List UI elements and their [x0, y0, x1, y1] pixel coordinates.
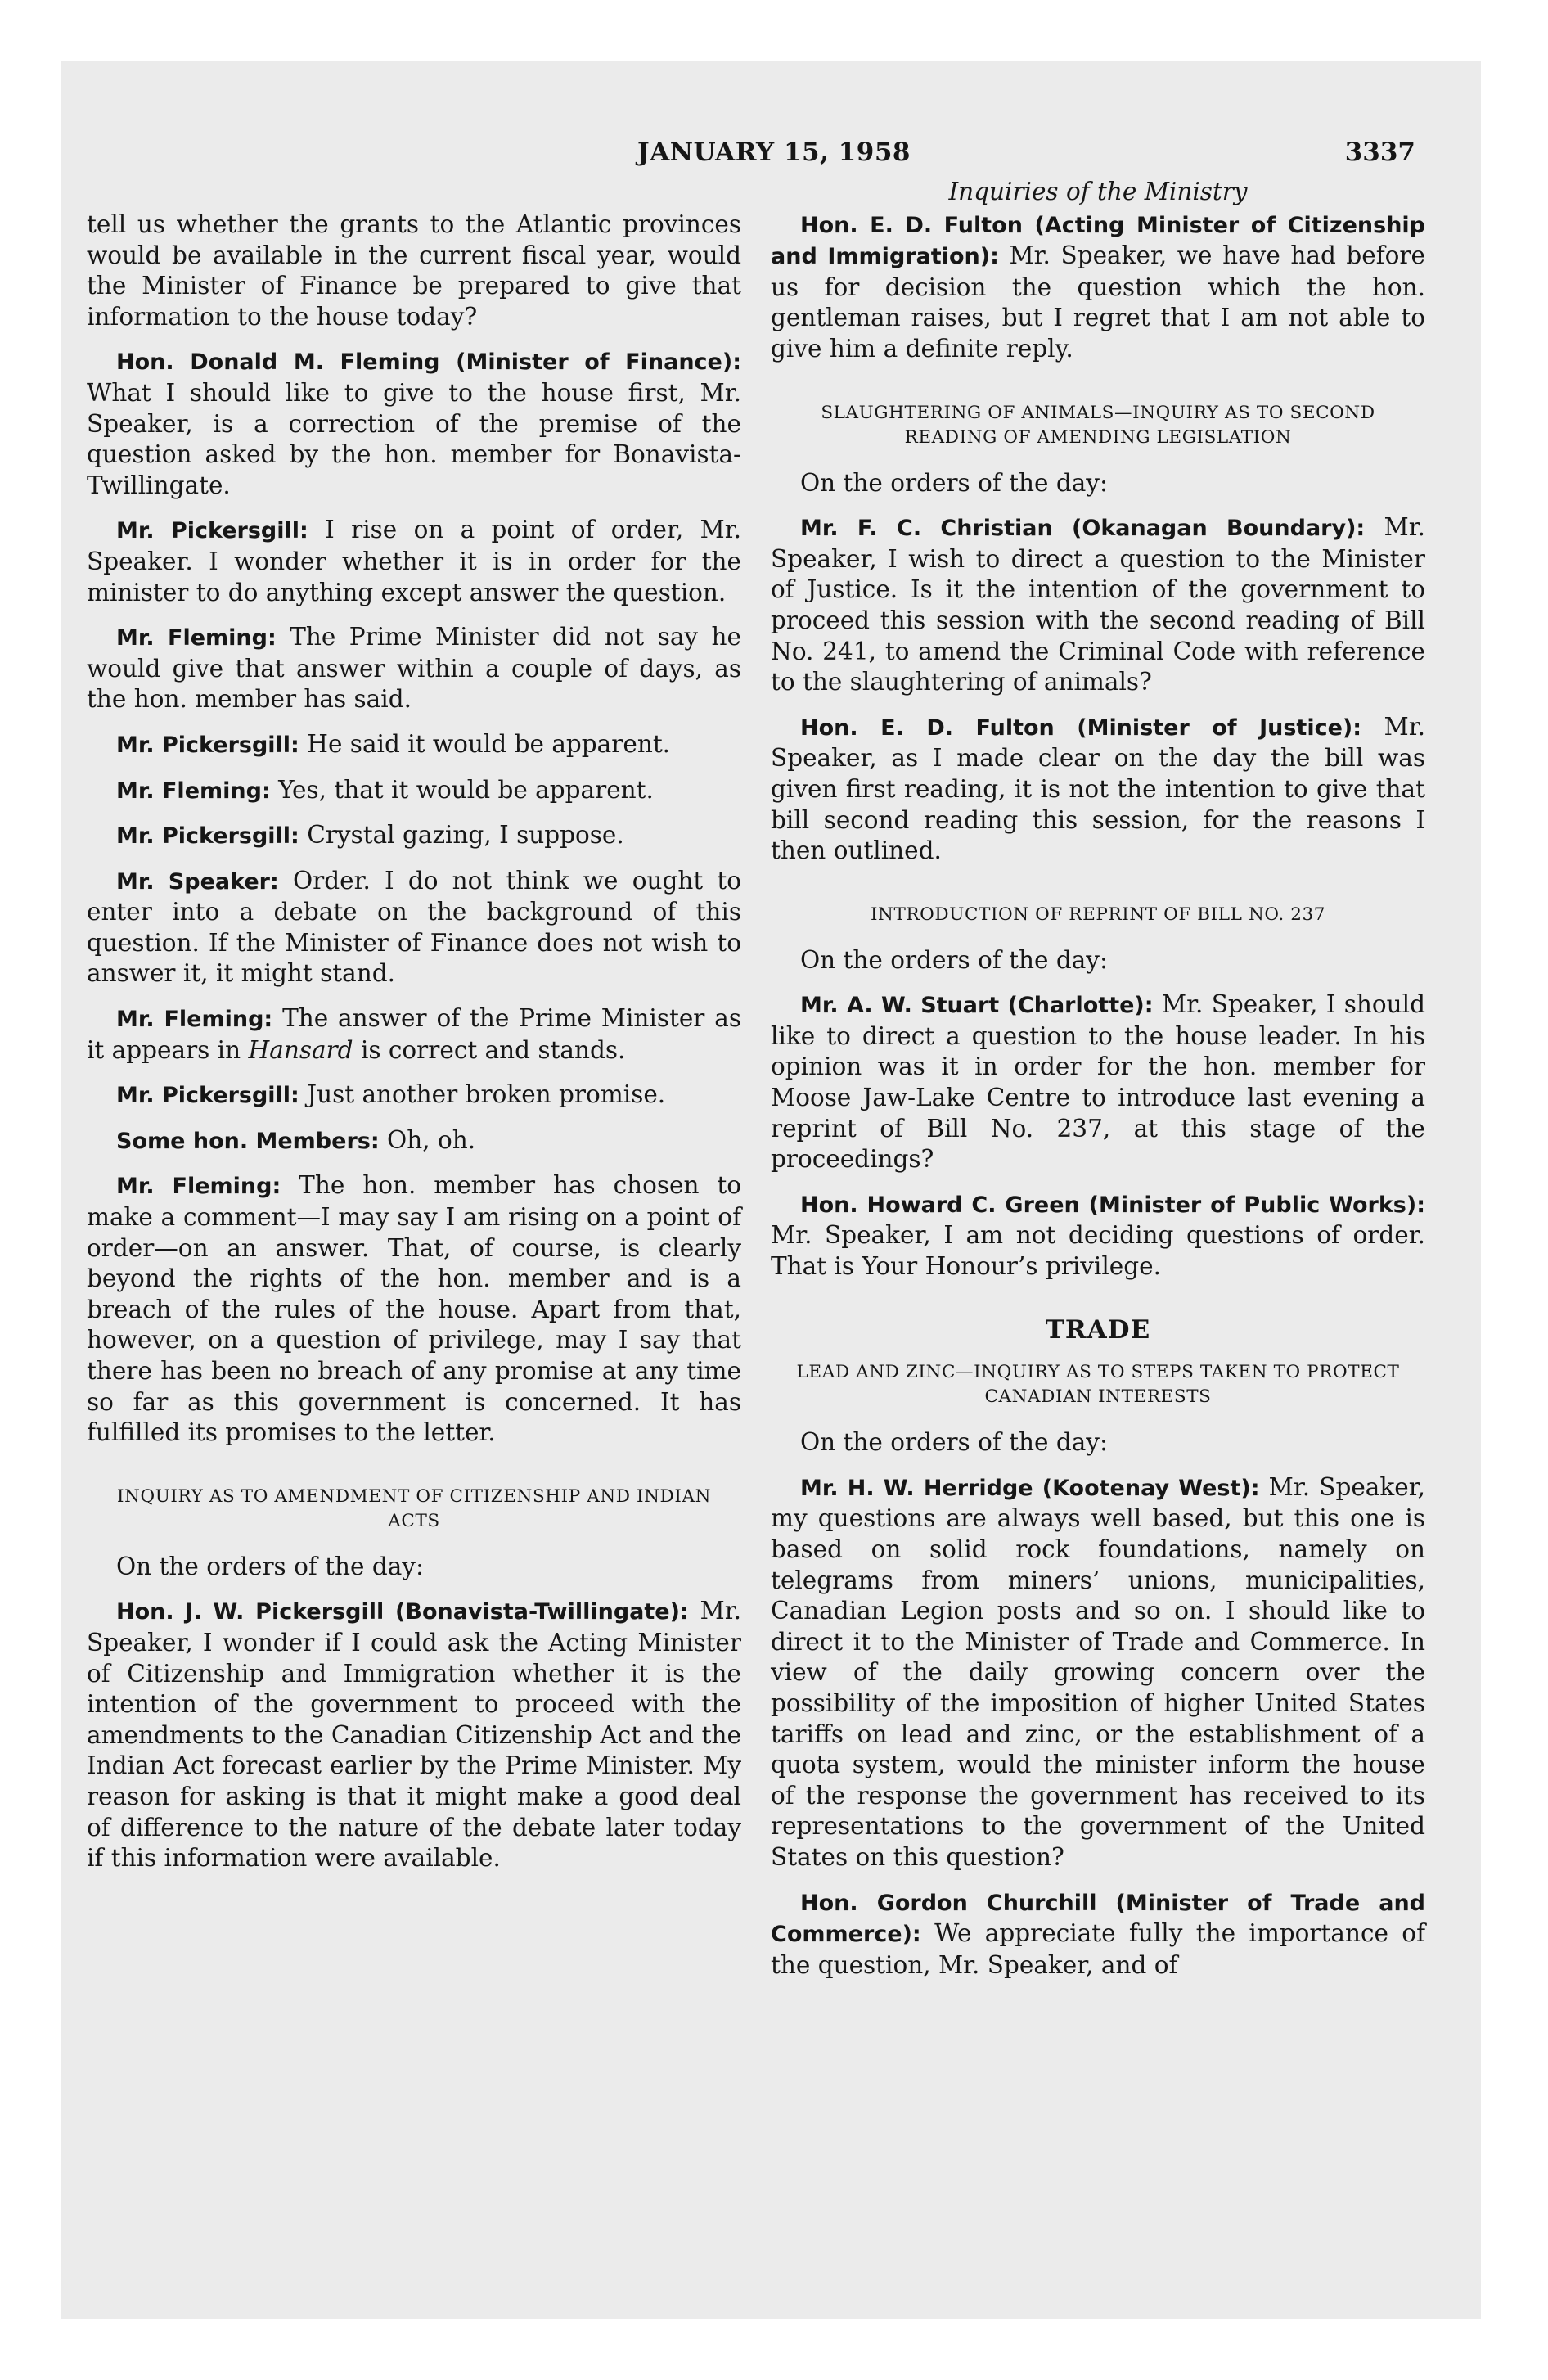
speech-text: We appreciate fully the importance of the question, Mr. Speaker, and of: [771, 1919, 1425, 1979]
speaker-name: Hon. Gordon Churchill (Minister of Trade and Commerce):: [771, 1890, 1425, 1948]
speech-text: The hon. member has chosen to make a comment—I may say I am rising on a point of order—on an answer. That, of course, is clearly beyond the rights of the hon. member and is a breach of the rules of the house. Apart from that, however, on a question of privilege, may I say that there has been no breach of any promise at any time so far as this government is concerned. It has fulfilled its promises to the letter.: [87, 1171, 741, 1447]
trade-heading: TRADE: [1045, 1314, 1151, 1345]
paragraph: [87, 1596, 741, 1873]
paragraph: [87, 515, 741, 608]
speaker-name: Hon. E. D. Fulton (Minister of Justice):: [800, 714, 1362, 741]
speech-text: Order. I do not think we ought to enter into a debate on the background of this question. If the Minister of Finance does not wish to answer it, it might stand.: [87, 866, 741, 988]
section-heading: LEAD AND ZINC—INQUIRY AS TO STEPS TAKEN TO PROTECT CANADIAN INTERESTS: [796, 1362, 1400, 1408]
speech-text: Mr. Speaker, I wonder if I could ask the Acting Minister of Citizenship and Immigration whether it is the intention of the government to proceed with the amendments to the Canadian Citizenship Act and the Indian Act forecast earlier by the Prime Minister. My reason for asking is that it might make a good deal of difference to the nature of the debate later today if this information were available.: [87, 1597, 741, 1873]
speaker-name: Hon. Howard C. Green (Minister of Public Works):: [800, 1192, 1425, 1218]
paragraph: [771, 512, 1425, 698]
section-heading: INQUIRY AS TO AMENDMENT OF CITIZENSHIP AND INDIAN ACTS: [116, 1485, 712, 1531]
right-column: [771, 178, 1425, 1995]
paragraph: [771, 1189, 1425, 1282]
speech-text: He said it would be apparent.: [307, 729, 671, 758]
paragraph: [771, 989, 1425, 1175]
speech-text: The answer of the Prime Minister as it appears in: [87, 1004, 741, 1064]
paragraph: [87, 775, 741, 807]
page-header: [0, 137, 1548, 178]
section-heading: SLAUGHTERING OF ANIMALS—INQUIRY AS TO SECOND READING OF AMENDING LEGISLATION: [821, 402, 1375, 448]
speech-text: Oh, oh.: [387, 1125, 476, 1154]
speech-text: Crystal gazing, I suppose.: [307, 821, 624, 850]
speaker-name: Mr. Fleming:: [116, 1174, 281, 1200]
paragraph: [771, 712, 1425, 867]
paragraph: tell us whether the grants to the Atlantic provinces would be available in the current fiscal year, would the Minister of Finance be prepared to give that information to the house today?: [87, 210, 741, 331]
speech-text: I rise on a point of order, Mr. Speaker. I wonder whether it is in order for the minister to do anything except answer the question.: [87, 516, 742, 606]
paragraph: [771, 210, 1425, 365]
left-column: [87, 210, 741, 1888]
paragraph: [87, 1003, 741, 1066]
page-date: JANUARY 15, 1958: [637, 137, 911, 167]
speaker-name: Mr. F. C. Christian (Okanagan Boundary):: [800, 516, 1366, 542]
paragraph: [87, 346, 741, 501]
speech-text: Mr. Speaker, I wish to direct a question to the Minister of Justice. Is it the intention of the government to proceed this session with the second reading of Bill No. 241, to amend the Criminal Code with reference to the slaughtering of animals?: [771, 513, 1425, 696]
paragraph: On the orders of the day:: [800, 468, 1108, 497]
speaker-name: Mr. Pickersgill:: [116, 518, 308, 544]
paragraph: [87, 1170, 741, 1448]
speaker-name: Mr. Pickersgill:: [116, 1083, 299, 1109]
page-number: 3337: [1344, 137, 1415, 167]
speaker-name: Mr. H. W. Herridge (Kootenay West):: [800, 1475, 1260, 1501]
speaker-name: Mr. Speaker:: [116, 868, 279, 895]
speech-text: The Prime Minister did not say he would give that answer within a couple of days, as the hon. member has said.: [87, 623, 741, 714]
speech-text: Mr. Speaker, my questions are always well based, but this one is based on solid rock foundations, namely on telegrams from miners’ unions, municipalities, Canadian Legion posts and so on. I should like to direct it to the Minister of Trade and Commerce. In view of the daily growing concern over the possibility of the imposition of higher United States tariffs on lead and zinc, or the establishment of a quota system, would the minister inform the house of the response the government has received to its representations to the government of the United States on this question?: [771, 1472, 1425, 1871]
running-head: Inquiries of the Ministry: [948, 178, 1248, 205]
speaker-name: Mr. Fleming:: [116, 625, 277, 651]
paragraph: On the orders of the day:: [800, 1428, 1108, 1457]
speech-text: What I should like to give to the house first, Mr. Speaker, is a correction of the premise of the question asked by the hon. member for Bonavista-Twillingate.: [87, 378, 741, 499]
paragraph: [87, 866, 741, 989]
speaker-name: Hon. Donald M. Fleming (Minister of Finance):: [116, 349, 741, 376]
paragraph: [87, 1125, 741, 1157]
speech-text: Mr. Speaker, I should like to direct a question to the house leader. In his opinion was it in order for the hon. member for Moose Jaw-Lake Centre to introduce last evening a reprint of Bill No. 237, at this stage of the proceedings?: [771, 990, 1425, 1174]
speech-text: Mr. Speaker, we have had before us for decision the question which the hon. gentleman raises, but I regret that I am not able to give him a definite reply.: [771, 241, 1425, 363]
speaker-name: Hon. E. D. Fulton (Acting Minister of Citizenship and Immigration):: [771, 212, 1425, 270]
paragraph: [87, 820, 741, 852]
speaker-name: Mr. Pickersgill:: [116, 732, 299, 758]
speaker-name: Mr. Fleming:: [116, 1007, 273, 1033]
paragraph: [771, 1887, 1425, 1981]
paragraph: On the orders of the day:: [800, 945, 1108, 974]
paragraph: On the orders of the day:: [116, 1552, 424, 1580]
speech-text: is correct and stands.: [360, 1035, 626, 1064]
speaker-name: Some hon. Members:: [116, 1128, 380, 1154]
speech-text: Just another broken promise.: [307, 1080, 666, 1109]
section-heading: INTRODUCTION OF REPRINT OF BILL NO. 237: [870, 904, 1326, 925]
speaker-name: Mr. A. W. Stuart (Charlotte):: [800, 993, 1154, 1019]
speaker-name: Mr. Fleming:: [116, 778, 271, 804]
paragraph: [87, 1080, 741, 1111]
speaker-name: Mr. Pickersgill:: [116, 823, 299, 850]
paragraph: [87, 622, 741, 715]
paragraph: [87, 729, 741, 761]
speech-text: Mr. Speaker, as I made clear on the day the bill was given first reading, it is not the intention to give that bill second reading this session, for the reasons I then outlined.: [771, 712, 1425, 865]
speech-text: Yes, that it would be apparent.: [278, 775, 654, 804]
speaker-name: Hon. J. W. Pickersgill (Bonavista-Twillingate):: [116, 1599, 689, 1625]
paragraph: [771, 1472, 1425, 1873]
hansard-title: Hansard: [248, 1035, 353, 1064]
speech-text: Mr. Speaker, I am not deciding questions of order. That is Your Honour’s privilege.: [771, 1221, 1425, 1281]
